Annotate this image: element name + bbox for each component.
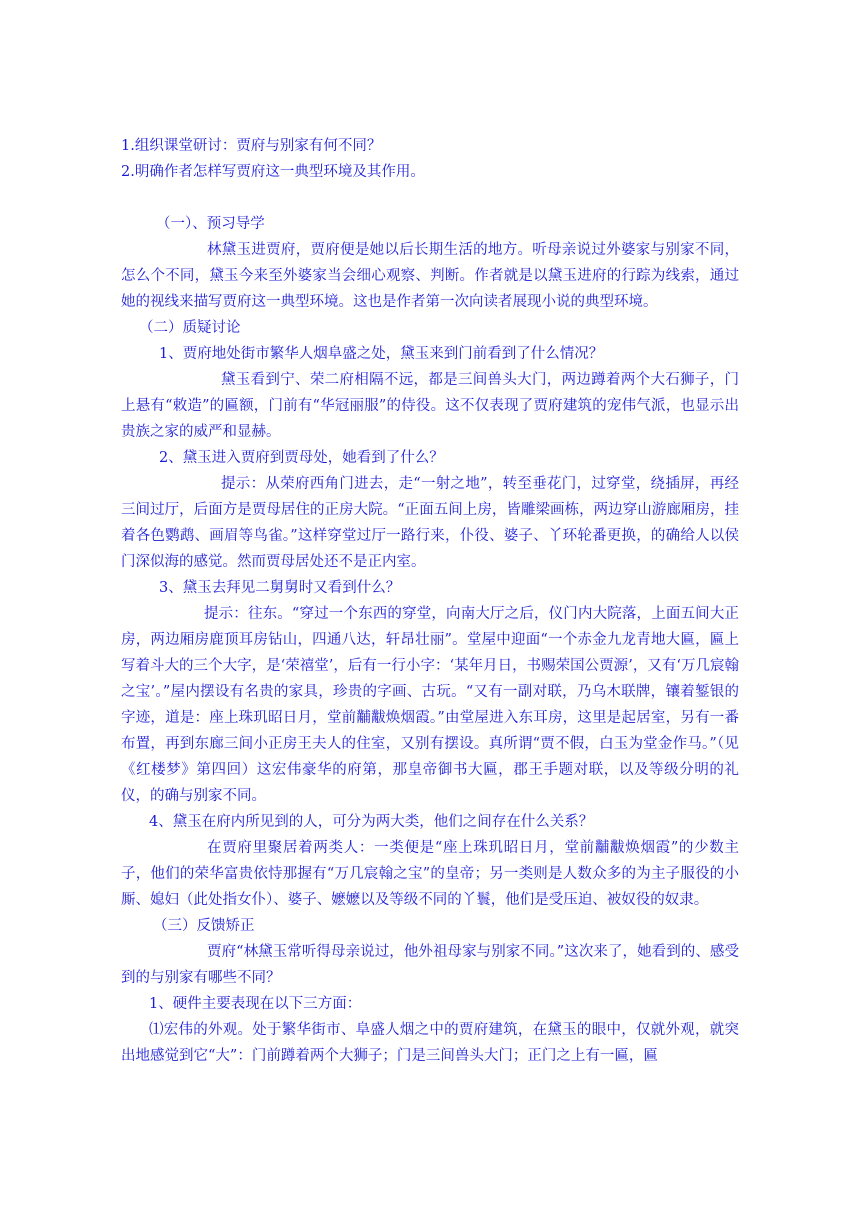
question-4: 4、黛玉在府内所见到的人，可分为两大类，他们之间存在什么关系？ [149, 814, 594, 830]
section-3-point-1: 1、硬件主要表现在以下三方面： [149, 996, 362, 1012]
section-3-heading: （三）反馈矫正 [153, 918, 255, 934]
section-1-heading: （一）、预习导学 [156, 216, 265, 232]
section-3-paragraph: 贾府“林黛玉常听得母亲说过，他外祖母家与别家不同。”这次来了，她看到的、感受到的与别家有哪些不同？ [121, 944, 739, 986]
section-1-paragraph: 林黛玉进贾府，贾府便是她以后长期生活的地方。听母亲说过外婆家与别家不同，怎么个不同，黛玉今来至外婆家当会细心观察、判断。作者就是以黛玉进府的行踪为线索，通过她的视线来描写贾府这一典型环境。这也是作者第一次向读者展现小说的典型环境。 [121, 242, 739, 310]
answer-3: 提示：往东。“穿过一个东西的穿堂，向南大厅之后，仪门内大院落，上面五间大正房，两边厢房鹿顶耳房钻山，四通八达，轩昂壮丽”。堂屋中迎面“一个赤金九龙青地大匾，匾上写着斗大的三个大字，是‘荣禧堂’，后有一行小字：‘某年月日，书赐荣国公贾源’，又有‘万几宸翰之宝’。”屋内摆设有名贵的家具，珍贵的字画、古玩。“又有一副对联，乃乌木联牌，镶着錾银的字迹，道是：座上珠玑昭日月，堂前黼黻焕烟霞。”由堂屋进入东耳房，这里是起居室，另有一番布置，再到东廊三间小正房王夫人的住室，又别有摆设。真所谓“贾不假，白玉为堂金作马。”（见《红楼梦》第四回）这宏伟豪华的府第，那皇帝御书大匾，郡王手题对联，以及等级分明的礼仪，的确与别家不同。 [121, 606, 739, 804]
document-body [121, 133, 739, 1069]
spacer [121, 185, 739, 211]
section-2-heading: （二）质疑讨论 [139, 320, 241, 336]
objective-1: 1.组织课堂研讨：贾府与别家有何不同？ [121, 138, 382, 154]
section-3-point-1a: ⑴宏伟的外观。处于繁华街市、阜盛人烟之中的贾府建筑，在黛玉的眼中，仅就外观，就突出地感觉到它“大”：门前蹲着两个大狮子；门是三间兽头大门；正门之上有一匾，匾 [121, 1022, 739, 1064]
question-2: 2、黛玉进入贾府到贾母处，她看到了什么？ [159, 450, 444, 466]
question-3: 3、黛玉去拜见二舅舅时又看到什么？ [159, 580, 401, 596]
answer-2: 提示：从荣府西角门进去，走“一射之地”，转至垂花门，过穿堂，绕插屏，再经三间过厅，后面方是贾母居住的正房大院。“正面五间上房，皆雕梁画栋，两边穿山游廊厢房，挂着各色鹦鹉、画眉等鸟雀。”这样穿堂过厅一路行来，仆役、婆子、丫环轮番更换，的确给人以侯门深似海的感觉。然而贾母居处还不是正内室。 [121, 476, 739, 570]
answer-4: 在贾府里聚居着两类人：一类便是“座上珠玑昭日月，堂前黼黻焕烟霞”的少数主子，他们的荣华富贵依恃那握有“万几宸翰之宝”的皇帝；另一类则是人数众多的为主子服役的小厮、媳妇（此处指女仆）、婆子、嬷嬷以及等级不同的丫鬟，他们是受压迫、被奴役的奴隶。 [121, 840, 739, 908]
answer-1: 黛玉看到宁、荣二府相隔不远，都是三间兽头大门，两边蹲着两个大石狮子，门上悬有“敕造”的匾额，门前有“华冠丽服”的侍役。这不仅表现了贾府建筑的宠伟气派，也显示出贵族之家的威严和显赫。 [121, 372, 739, 440]
question-1: 1、贾府地处街市繁华人烟阜盛之处，黛玉来到门前看到了什么情况？ [159, 346, 604, 362]
objective-2: 2.明确作者怎样写贾府这一典型环境及其作用。 [121, 164, 425, 180]
